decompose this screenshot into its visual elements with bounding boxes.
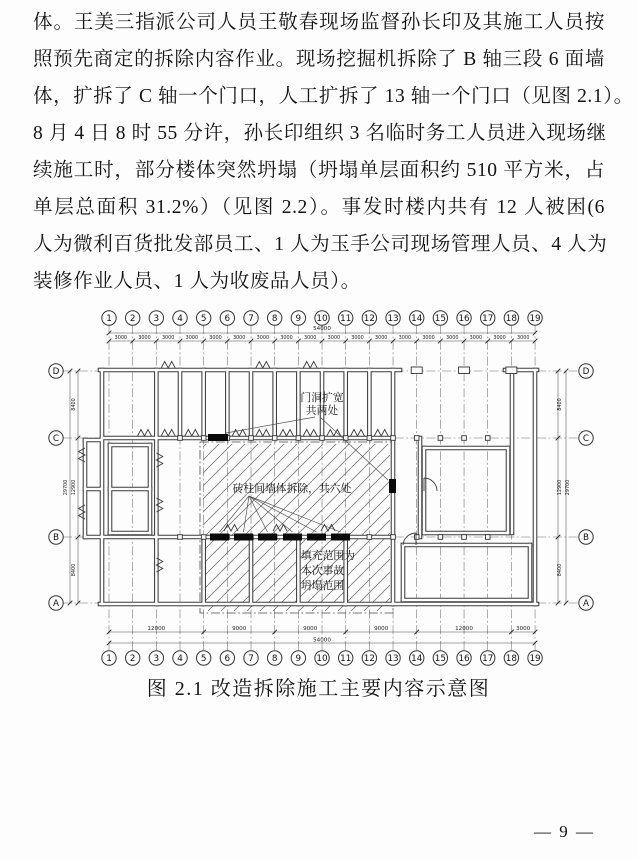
svg-text:7: 7 bbox=[248, 654, 254, 665]
svg-text:3000: 3000 bbox=[280, 335, 293, 341]
svg-text:8400: 8400 bbox=[71, 398, 77, 411]
svg-text:18: 18 bbox=[505, 654, 517, 665]
svg-text:3000: 3000 bbox=[445, 335, 459, 341]
svg-text:13: 13 bbox=[387, 314, 399, 325]
svg-text:8: 8 bbox=[271, 654, 278, 665]
svg-text:12000: 12000 bbox=[147, 626, 166, 632]
svg-text:3000: 3000 bbox=[327, 335, 341, 341]
svg-text:17: 17 bbox=[482, 654, 494, 665]
svg-text:16: 16 bbox=[458, 654, 470, 665]
svg-text:19: 19 bbox=[529, 314, 541, 325]
svg-text:6: 6 bbox=[224, 654, 231, 665]
svg-text:3: 3 bbox=[153, 314, 160, 325]
svg-text:3000: 3000 bbox=[185, 335, 199, 341]
body-line: 体，扩拆了 C 轴一个门口，人工扩拆了 13 轴一个门口（见图 2.1）。 bbox=[33, 86, 634, 107]
svg-text:5: 5 bbox=[200, 654, 207, 665]
body-line: 人为微利百货批发部员工、1 人为玉手公司现场管理人员、4 人为 bbox=[33, 234, 608, 255]
figure-caption: 图 2.1 改造拆除施工主要内容示意图 bbox=[146, 678, 491, 700]
svg-text:29700: 29700 bbox=[565, 479, 571, 496]
svg-text:17: 17 bbox=[482, 314, 494, 325]
svg-text:1: 1 bbox=[106, 654, 112, 665]
svg-text:3000: 3000 bbox=[398, 335, 412, 341]
svg-text:12900: 12900 bbox=[557, 479, 563, 496]
svg-text:3000: 3000 bbox=[114, 335, 128, 341]
svg-text:4: 4 bbox=[177, 314, 183, 325]
svg-text:15: 15 bbox=[434, 654, 446, 665]
svg-text:6: 6 bbox=[224, 314, 231, 325]
floor-plan-svg bbox=[0, 300, 637, 673]
svg-text:10: 10 bbox=[316, 314, 328, 325]
svg-text:3000: 3000 bbox=[161, 335, 175, 341]
svg-text:C: C bbox=[52, 434, 60, 445]
body-line: 照预先商定的拆除内容作业。现场挖掘机拆除了 B 轴三段 6 面墙 bbox=[33, 49, 605, 70]
svg-text:坍塌范围: 坍塌范围 bbox=[301, 580, 345, 592]
svg-text:D: D bbox=[52, 367, 60, 378]
svg-text:3000: 3000 bbox=[138, 335, 151, 341]
body-line: 单层总面积 31.2%）（见图 2.2）。事发时楼内共有 12 人被困(6 bbox=[33, 197, 605, 218]
svg-text:砖柱间墙体拆除，共六处: 砖柱间墙体拆除，共六处 bbox=[232, 483, 352, 495]
body-line: 体。王美三指派公司人员王敬春现场监督孙长印及其施工人员按 bbox=[33, 12, 605, 33]
svg-text:9000: 9000 bbox=[374, 626, 389, 632]
svg-text:2: 2 bbox=[129, 654, 136, 665]
svg-text:D: D bbox=[582, 367, 590, 378]
svg-text:11: 11 bbox=[340, 654, 352, 665]
svg-text:19: 19 bbox=[529, 654, 541, 665]
svg-text:3000: 3000 bbox=[469, 335, 483, 341]
svg-text:12: 12 bbox=[363, 654, 375, 665]
svg-text:4: 4 bbox=[177, 654, 183, 665]
svg-text:B: B bbox=[52, 533, 60, 544]
svg-text:A: A bbox=[582, 599, 590, 610]
svg-text:54000: 54000 bbox=[313, 637, 331, 644]
page-number: — 9 — bbox=[534, 822, 595, 841]
svg-text:本次事故: 本次事故 bbox=[301, 565, 345, 577]
svg-text:8: 8 bbox=[271, 314, 278, 325]
svg-text:C: C bbox=[582, 434, 590, 445]
svg-text:8400: 8400 bbox=[557, 398, 563, 411]
svg-text:9: 9 bbox=[295, 314, 302, 325]
svg-text:8400: 8400 bbox=[557, 563, 563, 577]
svg-text:54000: 54000 bbox=[313, 326, 331, 332]
svg-text:7: 7 bbox=[248, 314, 254, 325]
svg-text:3000: 3000 bbox=[256, 335, 270, 341]
svg-text:3000: 3000 bbox=[303, 335, 317, 341]
figure-2-1 bbox=[0, 300, 637, 673]
svg-text:12000: 12000 bbox=[455, 626, 473, 632]
svg-text:3000: 3000 bbox=[232, 335, 246, 341]
svg-text:1: 1 bbox=[106, 314, 112, 325]
svg-text:8400: 8400 bbox=[71, 563, 77, 577]
svg-text:14: 14 bbox=[411, 314, 423, 325]
svg-text:14: 14 bbox=[411, 654, 423, 665]
svg-text:9000: 9000 bbox=[303, 626, 318, 632]
svg-text:3000: 3000 bbox=[422, 335, 435, 341]
svg-text:门洞扩宽: 门洞扩宽 bbox=[300, 392, 344, 404]
svg-text:3: 3 bbox=[153, 654, 160, 665]
svg-text:29700: 29700 bbox=[63, 479, 69, 496]
body-text bbox=[33, 4, 634, 300]
svg-text:15: 15 bbox=[434, 314, 446, 325]
body-line: 8 月 4 日 8 时 55 分许，孙长印组织 3 名临时务工人员进入现场继 bbox=[33, 123, 607, 144]
svg-text:3000: 3000 bbox=[209, 335, 222, 341]
svg-text:5: 5 bbox=[200, 314, 207, 325]
svg-text:填充范围为: 填充范围为 bbox=[301, 550, 355, 562]
body-line: 装修作业人员、1 人为收废品人员）。 bbox=[33, 271, 361, 292]
svg-text:B: B bbox=[582, 533, 590, 544]
svg-text:3000: 3000 bbox=[351, 335, 364, 341]
svg-text:3000: 3000 bbox=[516, 626, 531, 632]
svg-text:13: 13 bbox=[387, 654, 399, 665]
svg-text:18: 18 bbox=[505, 314, 517, 325]
svg-text:11: 11 bbox=[340, 314, 352, 325]
svg-text:A: A bbox=[52, 599, 60, 610]
svg-text:2: 2 bbox=[129, 314, 136, 325]
svg-text:12: 12 bbox=[363, 314, 375, 325]
svg-text:共两处: 共两处 bbox=[305, 405, 339, 417]
svg-text:3000: 3000 bbox=[493, 335, 506, 341]
svg-text:16: 16 bbox=[458, 314, 470, 325]
svg-text:3000: 3000 bbox=[374, 335, 388, 341]
svg-text:9000: 9000 bbox=[232, 626, 247, 632]
svg-text:3000: 3000 bbox=[516, 335, 530, 341]
svg-text:12900: 12900 bbox=[71, 479, 77, 496]
svg-text:10: 10 bbox=[316, 654, 328, 665]
body-line: 续施工时，部分楼体突然坍塌（坍塌单层面积约 510 平方米，占 bbox=[33, 160, 605, 181]
svg-text:9: 9 bbox=[295, 654, 302, 665]
